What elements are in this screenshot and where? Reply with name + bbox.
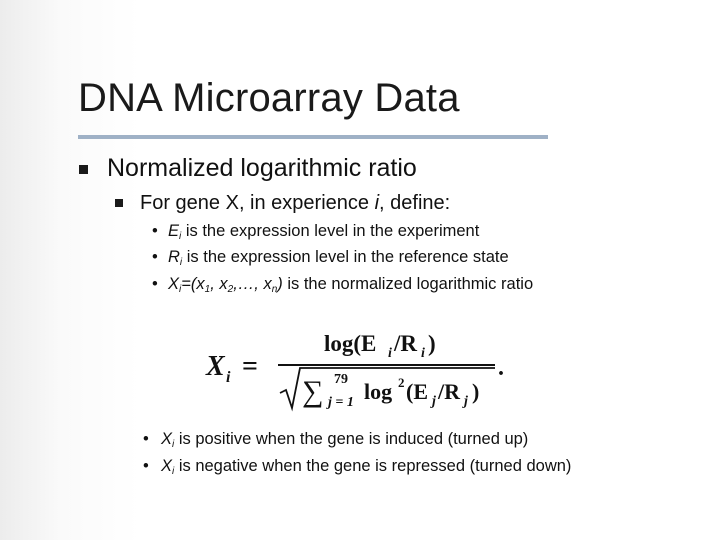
xdef-text: is the normalized logarithmic ratio	[282, 275, 534, 293]
xdef-sep1: , x	[210, 275, 228, 293]
level2-pre: For gene X, in experience	[140, 192, 375, 214]
bullet-dot-icon: •	[152, 222, 158, 240]
bullet-dot-icon: •	[152, 248, 158, 266]
bullet-dot-icon: •	[143, 430, 149, 448]
xdef-close: )	[277, 275, 283, 293]
formula-equals: =	[242, 351, 258, 382]
note-symbol: X	[161, 457, 173, 475]
formula-den-arg: (E	[406, 379, 428, 404]
formula-den-sub: j	[432, 394, 436, 409]
formula-lhs-sub: i	[226, 369, 231, 386]
definition-r	[152, 248, 509, 268]
note-positive	[143, 430, 528, 450]
slide-title: DNA Microarray Data	[78, 76, 460, 120]
formula-upper: 79	[334, 372, 348, 387]
title-underline	[78, 135, 548, 139]
def-symbol: E	[168, 222, 180, 240]
formula-num-sub2: i	[421, 346, 425, 361]
def-text: is the expression level in the reference state	[182, 248, 509, 266]
definition-x	[152, 275, 533, 295]
bullet-dot-icon: •	[152, 275, 158, 293]
bullet-level2	[140, 192, 450, 215]
formula-num: log(E	[324, 331, 377, 356]
xdef-symbol: X	[168, 275, 180, 293]
xdef-s2: 2	[227, 284, 234, 295]
note-negative	[143, 457, 571, 477]
formula-num-sub: i	[388, 346, 392, 361]
level2-var: i	[374, 192, 380, 214]
note-subscript: i	[172, 439, 175, 450]
note-text: is positive when the gene is induced (turned up)	[174, 430, 529, 448]
xdef-mid: ,…, x	[233, 275, 272, 293]
note-text: is negative when the gene is repressed (turned down)	[174, 457, 572, 475]
bullet-level1: Normalized logarithmic ratio	[107, 154, 417, 182]
bullet-dot-icon: •	[143, 457, 149, 475]
def-text: is the expression level in the experiment	[181, 222, 480, 240]
formula-den: log	[364, 379, 393, 404]
note-subscript: i	[172, 466, 175, 477]
note-symbol: X	[161, 430, 173, 448]
definition-e	[152, 222, 479, 242]
xdef-open: =(x	[181, 275, 205, 293]
formula-image	[192, 307, 534, 413]
formula-num-mid: /R	[394, 331, 417, 356]
xdef-s1: 1	[204, 284, 211, 295]
def-subscript: i	[179, 257, 183, 268]
bullet-square-icon	[79, 165, 88, 174]
formula-num-close: )	[428, 331, 436, 356]
formula-den-sub2: j	[464, 394, 468, 409]
formula-lower: j = 1	[328, 395, 354, 410]
xdef-subscript: i	[179, 284, 182, 295]
bullet-square-icon	[115, 199, 123, 207]
formula-sigma: ∑	[302, 375, 324, 408]
formula-period: .	[498, 355, 504, 381]
formula-den-mid: /R	[438, 379, 460, 404]
level2-post: , define:	[379, 192, 451, 214]
def-subscript: i	[179, 231, 182, 242]
def-symbol: R	[168, 248, 180, 266]
formula-den-close: )	[472, 379, 480, 404]
formula-lhs: X	[206, 351, 225, 382]
xdef-sn: n	[271, 284, 278, 295]
formula-den-sup: 2	[398, 375, 405, 390]
